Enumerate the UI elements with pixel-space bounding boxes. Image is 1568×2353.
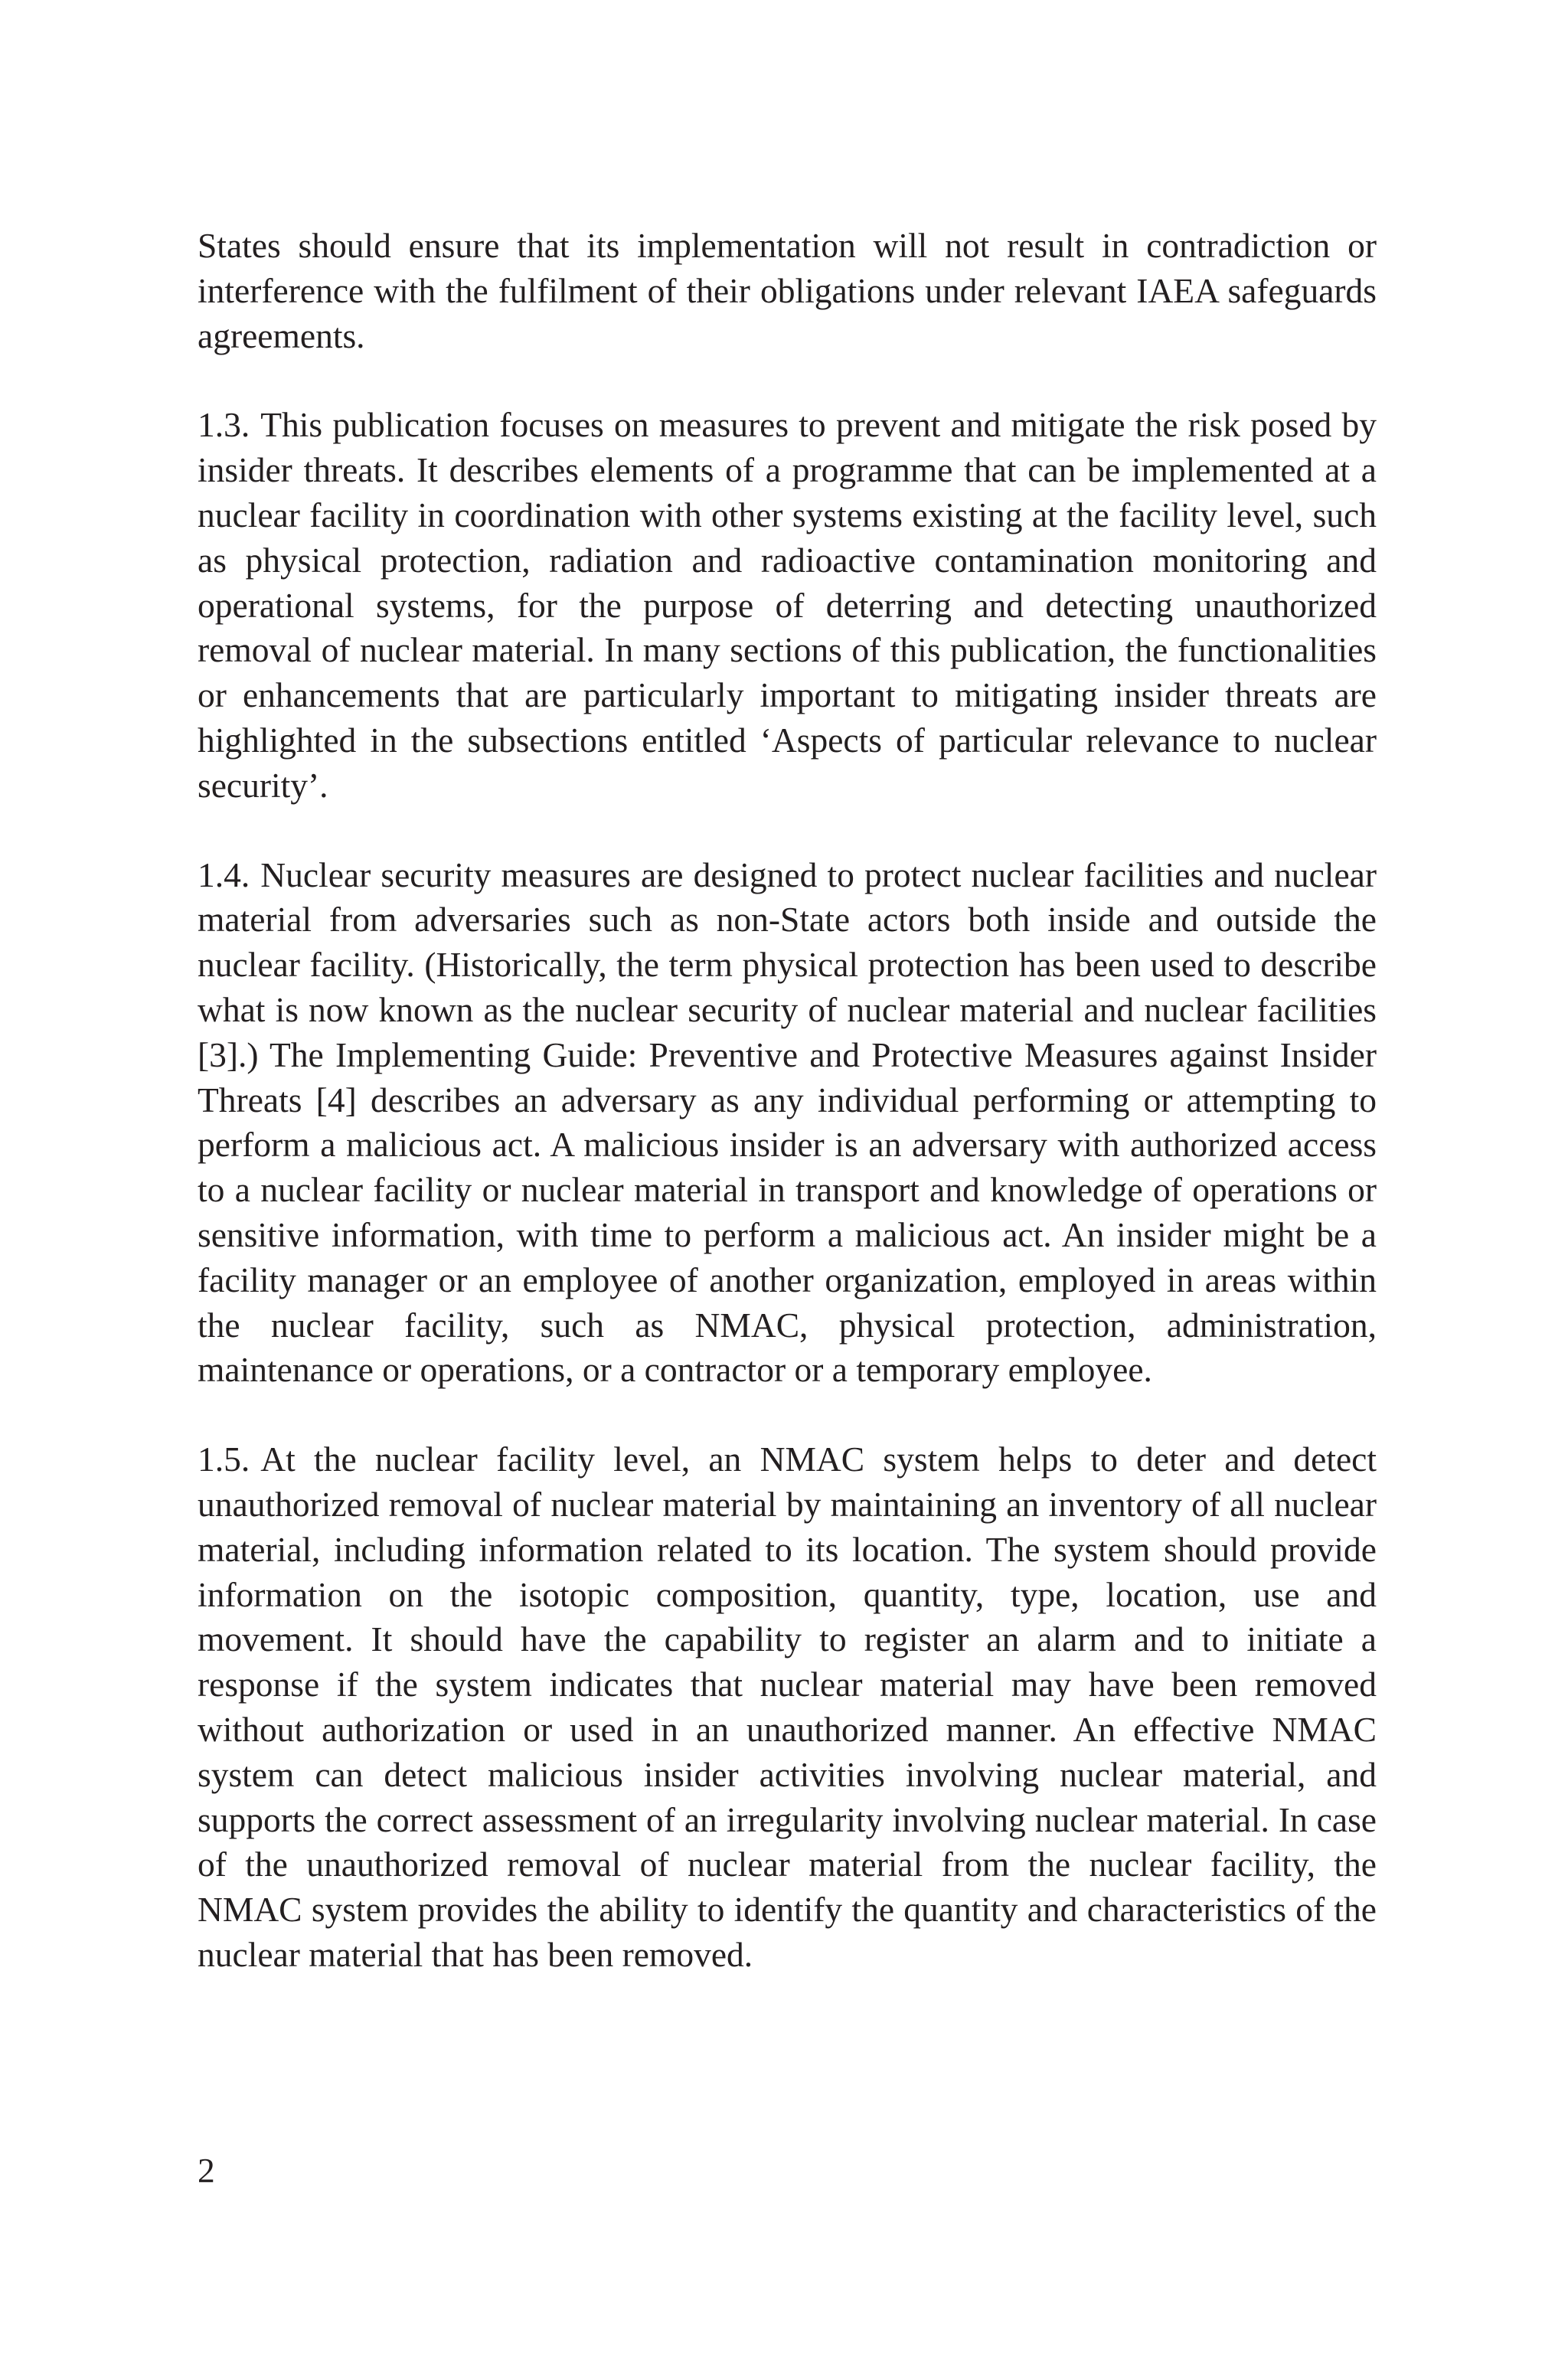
paragraph-1-4 (198, 853, 1377, 1394)
paragraph-text: At the nuclear facility level, an NMAC system helps to deter and detect unauthorized removal of nuclear material by maintaining an inventory of all nuclear material, including information related to its location. The system should provide information on the isotopic composition, quantity, type, location, use and movement. It should have the capability to register an alarm and to initiate a response if the system indicates that nuclear material may have been removed without authorization or used in an unauthorized manner. An effective NMAC system can detect malicious insider activities involving nuclear material, and supports the correct assessment of an irregularity involving nuclear material. In case of the unauthorized removal of nuclear material from the nuclear facility, the NMAC system provides the ability to identify the quantity and characteristics of the nuclear material that has been removed. (198, 1440, 1377, 1974)
page-number: 2 (198, 2151, 215, 2190)
paragraph-continuation (198, 224, 1377, 358)
paragraph-number: 1.4. (198, 855, 250, 894)
paragraph-1-5 (198, 1437, 1377, 1978)
paragraph-1-3 (198, 403, 1377, 808)
paragraph-number: 1.5. (198, 1440, 250, 1479)
paragraph-number: 1.3. (198, 405, 250, 445)
paragraph-text: This publication focuses on measures to prevent and mitigate the risk posed by insider threats. It describes elements of a programme that can be implemented at a nuclear facility in coordination with other systems existing at the facility level, such as physical protection, radiation and radioactive contamination monitoring and operational systems, for the purpose of deterring and detecting unauthorized removal of nuclear material. In many sections of this publication, the functionalities or enhancements that are particularly important to mitigating insider threats are highlighted in the subsections entitled ‘Aspects of particular relevance to nuclear security’. (198, 405, 1377, 805)
paragraph-text: States should ensure that its implementation will not result in contradiction or interference with the fulfilment of their obligations under relevant IAEA safeguards agreements. (198, 226, 1377, 355)
document-body (198, 224, 1377, 2022)
paragraph-text: Nuclear security measures are designed to protect nuclear facilities and nuclear material from adversaries such as non-State actors both inside and outside the nuclear facility. (Historically, the term physical protection has been used to describe what is now known as the nuclear security of nuclear material and nuclear facilities [3].) The Implementing Guide: Preventive and Protective Measures against Insider Threats [4] describes an adversary as any individual performing or attempting to perform a malicious act. A malicious insider is an adversary with authorized access to a nuclear facility or nuclear material in transport and knowledge of operations or sensitive information, with time to perform a malicious act. An insider might be a facility manager or an employee of another organization, employed in areas within the nuclear facility, such as NMAC, physical protection, administration, maintenance or operations, or a contractor or a temporary employee. (198, 855, 1377, 1390)
